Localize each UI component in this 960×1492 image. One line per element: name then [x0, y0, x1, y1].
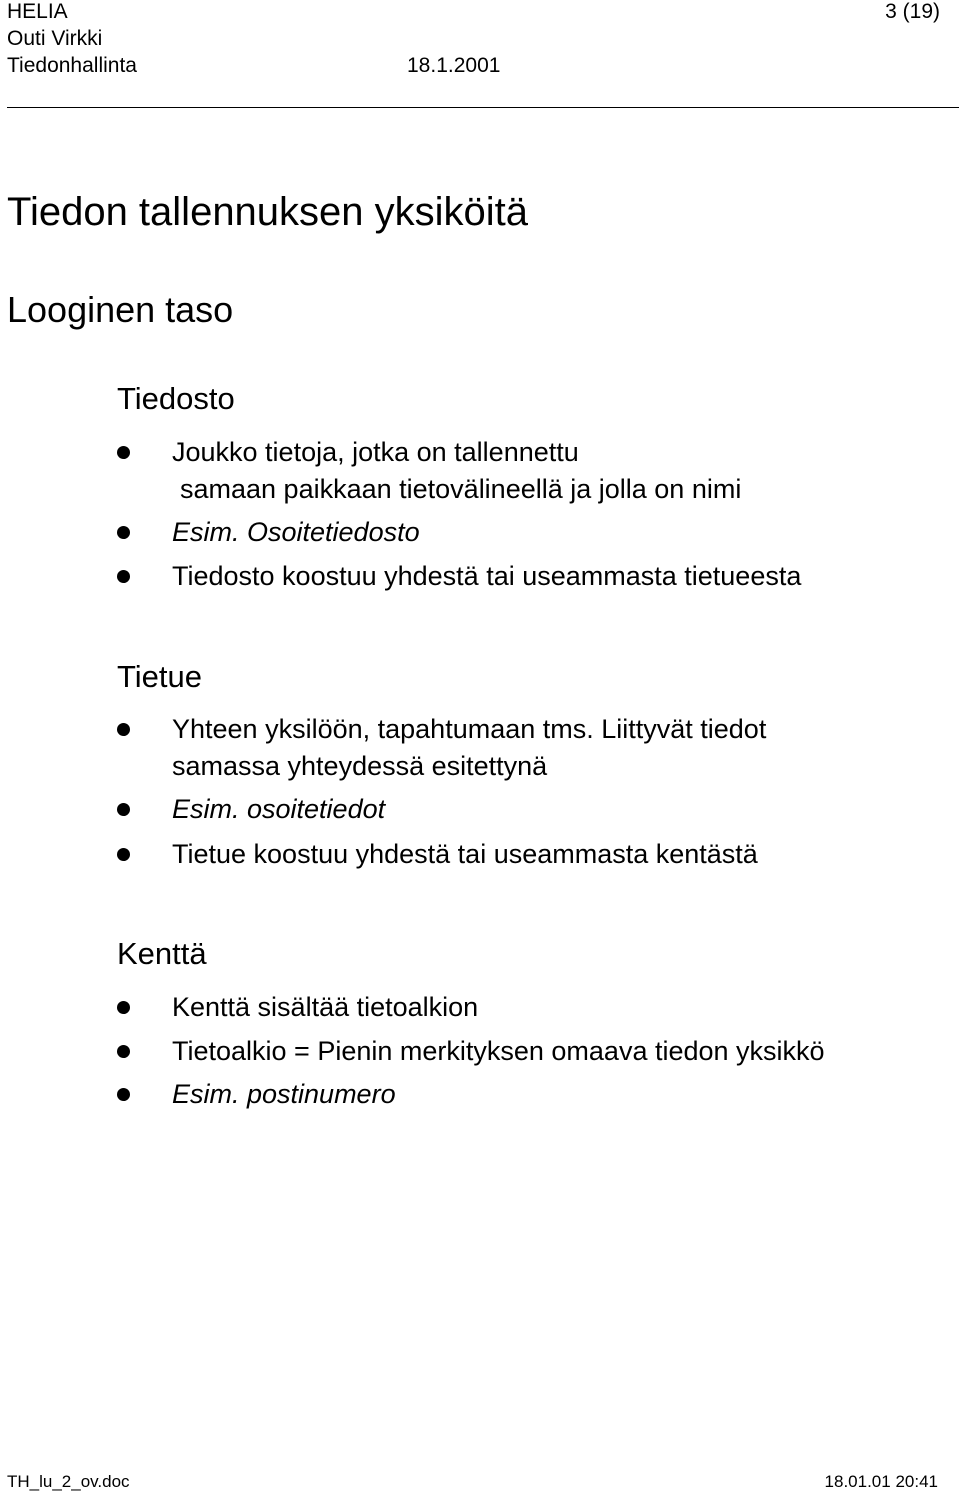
- header-author: Outi Virkki: [7, 27, 103, 50]
- list-item-text-continued: samassa yhteydessä esitettynä: [172, 751, 548, 781]
- list-item-text: Tietue koostuu yhdestä tai useammasta kentästä: [172, 839, 758, 869]
- list-item-text: Tiedosto koostuu yhdestä tai useammasta tietueesta: [172, 561, 802, 591]
- section-heading-tiedosto: Tiedosto: [117, 381, 235, 416]
- list-item-text: Kenttä sisältää tietoalkion: [172, 992, 479, 1022]
- list-item-text: Tietoalkio = Pienin merkityksen omaava tiedon yksikkö: [172, 1036, 825, 1066]
- page-title: Tiedon tallennuksen yksiköitä: [7, 190, 529, 234]
- header-date: 18.1.2001: [407, 54, 501, 77]
- list-item-text: Yhteen yksilöön, tapahtumaan tms. Liittyvät tiedot: [172, 714, 767, 744]
- list-item-text-continued: samaan paikkaan tietovälineellä ja jolla on nimi: [180, 474, 742, 504]
- bullet-icon: [117, 723, 130, 736]
- bullet-icon: [117, 1001, 130, 1014]
- footer-filename: TH_lu_2_ov.doc: [7, 1472, 130, 1491]
- page-subtitle: Looginen taso: [7, 289, 234, 330]
- section-heading-tietue: Tietue: [117, 659, 203, 694]
- bullet-icon: [117, 446, 130, 459]
- header-divider: [7, 107, 959, 108]
- section-heading-kentta: Kenttä: [117, 936, 207, 971]
- footer-timestamp: 18.01.01 20:41: [824, 1472, 938, 1491]
- bullet-icon: [117, 1045, 130, 1058]
- header-course: Tiedonhallinta: [7, 54, 137, 77]
- bullet-icon: [117, 803, 130, 816]
- list-item-example: Esim. postinumero: [172, 1079, 396, 1109]
- bullet-icon: [117, 526, 130, 539]
- list-item-example: Esim. Osoitetiedosto: [172, 517, 420, 547]
- header-org: HELIA: [7, 0, 68, 23]
- list-item-text: Joukko tietoja, jotka on tallennettu: [172, 437, 579, 467]
- header-page-number: 3 (19): [885, 0, 940, 23]
- bullet-icon: [117, 1088, 130, 1101]
- bullet-icon: [117, 570, 130, 583]
- list-item-example: Esim. osoitetiedot: [172, 794, 386, 824]
- bullet-icon: [117, 848, 130, 861]
